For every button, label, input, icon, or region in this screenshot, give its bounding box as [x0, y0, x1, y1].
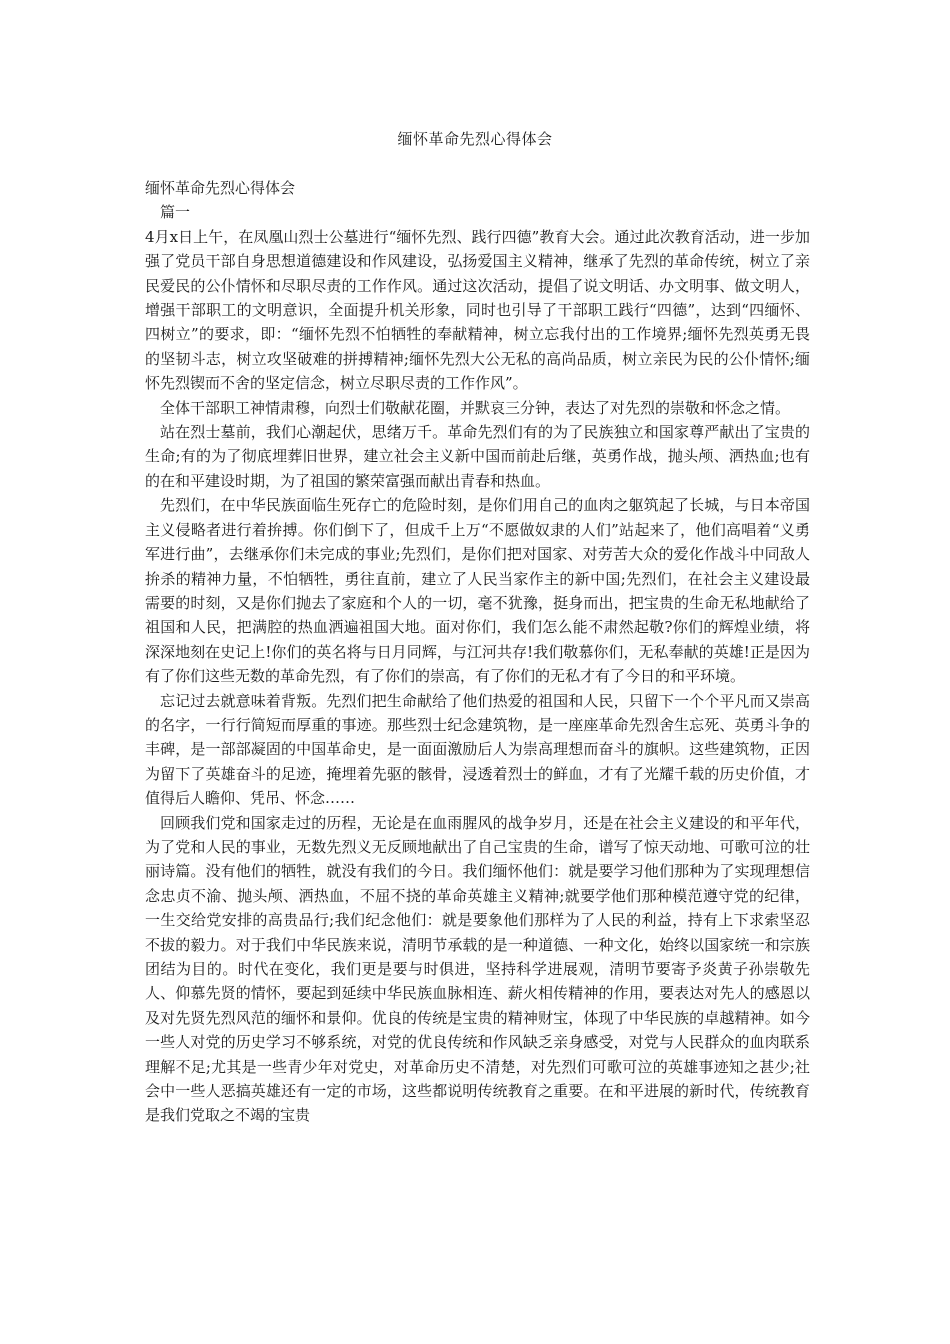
section-label: 篇一: [160, 203, 191, 222]
paragraph-3: 站在烈士墓前，我们心潮起伏，思绪万千。革命先烈们有的为了民族独立和国家尊严献出了宝贵的生命;有的为了彻底埋葬旧世界，建立社会主义新中国而前赴后继，英勇作战，抛头颅、洒热血;也有的在和平建设时期，为了祖国的繁荣富强而献出青春和热血。: [145, 423, 810, 490]
paragraph-4: 先烈们，在中华民族面临生死存亡的危险时刻，是你们用自己的血肉之躯筑起了长城，与日本帝国主义侵略者进行着拚搏。你们倒下了，但成千上万“不愿做奴隶的人们”站起来了，他们高唱着“义勇军进行曲”，去继承你们未完成的事业;先烈们，是你们把对国家、对劳苦大众的爱化作战斗中同敌人拚杀的精神力量，不怕牺牲，勇往直前，建立了人民当家作主的新中国;先烈们，在社会主义建设最需要的时刻，又是你们抛去了家庭和个人的一切，毫不犹豫，挺身而出，把宝贵的生命无私地献给了祖国和人民，把满腔的热血洒遍祖国大地。面对你们，我们怎么能不肃然起敬?你们的辉煌业绩，将深深地刻在史记上!你们的英名将与日月同辉，与江河共存!我们敬慕你们，无私奉献的英雄!正是因为有了你们这些无数的革命先烈，有了你们的崇高，有了你们的无私才有了今日的和平环境。: [145, 496, 810, 686]
paragraph-2: 全体干部职工神情肃穆，向烈士们敬献花圈，并默哀三分钟，表达了对先烈的崇敬和怀念之情。: [160, 398, 791, 417]
paragraph-6: 回顾我们党和国家走过的历程，无论是在血雨腥风的战争岁月，还是在社会主义建设的和平年代，为了党和人民的事业，无数先烈义无反顾地献出了自己宝贵的生命，谱写了惊天动地、可歌可泣的壮丽诗篇。没有他们的牺牲，就没有我们的今日。我们缅怀他们：就是要学习他们那种为了实现理想信念忠贞不渝、抛头颅、洒热血，不屈不挠的革命英雄主义精神;就要学他们那种模范遵守党的纪律，一生交给党安排的高贵品行;我们纪念他们：就是要象他们那样为了人民的利益，持有上下求索坚忍不拔的毅力。对于我们中华民族来说，清明节承载的是一种道德、一种文化，始终以国家统一和宗族团结为目的。时代在变化，我们更是要与时俱进，坚持科学进展观，清明节要寄予炎黄子孙崇敬先人、仰慕先贤的情怀，要起到延续中华民族血脉相连、薪火相传精神的作用，要表达对先人的感恩以及对先贤先烈风范的缅怀和景仰。优良的传统是宝贵的精神财宝，体现了中华民族的卓越精神。如今一些人对党的历史学习不够系统，对党的优良传统和作风缺乏亲身感受，对党与人民群众的血肉联系理解不足;尤其是一些青少年对党史，对革命历史不清楚，对先烈们可歌可泣的英雄事迹知之甚少;社会中一些人恶搞英雄还有一定的市场，这些都说明传统教育之重要。在和平进展的新时代，传统教育是我们党取之不竭的宝贵: [145, 813, 810, 1125]
paragraph-5: 忘记过去就意味着背叛。先烈们把生命献给了他们热爱的祖国和人民，只留下一个个平凡而又崇高的名字，一行行简短而厚重的事迹。那些烈士纪念建筑物，是一座座革命先烈舍生忘死、英勇斗争的丰碑，是一部部凝固的中国革命史，是一面面激励后人为崇高理想而奋斗的旗帜。这些建筑物，正因为留下了英雄奋斗的足迹，掩埋着先驱的骸骨，浸透着烈士的鲜血，才有了光耀千载的历史价值，才值得后人瞻仰、凭吊、怀念……: [145, 691, 810, 808]
paragraph-1: 4月x日上午，在凤凰山烈士公墓进行“缅怀先烈、践行四德”教育大会。通过此次教育活动，进一步加强了党员干部自身思想道德建设和作风建设，弘扬爱国主义精神，继承了先烈的革命传统，树立了亲民爱民的公仆情怀和尽职尽责的工作作风。通过这次活动，提倡了说文明话、办文明事、做文明人，增强干部职工的文明意识，全面提升机关形象，同时也引导了干部职工践行“四德”，达到“四缅怀、四树立”的要求，即：“缅怀先烈不怕牺牲的奉献精神，树立忘我付出的工作境界;缅怀先烈英勇无畏的坚韧斗志，树立攻坚破难的拼搏精神;缅怀先烈大公无私的高尚品质，树立亲民为民的公仆情怀;缅怀先烈锲而不舍的坚定信念，树立尽职尽责的工作作风”。: [145, 227, 810, 393]
document-title: 缅怀革命先烈心得体会: [397, 130, 553, 148]
document-body: [145, 176, 810, 1128]
document-subtitle: 缅怀革命先烈心得体会: [145, 179, 296, 197]
